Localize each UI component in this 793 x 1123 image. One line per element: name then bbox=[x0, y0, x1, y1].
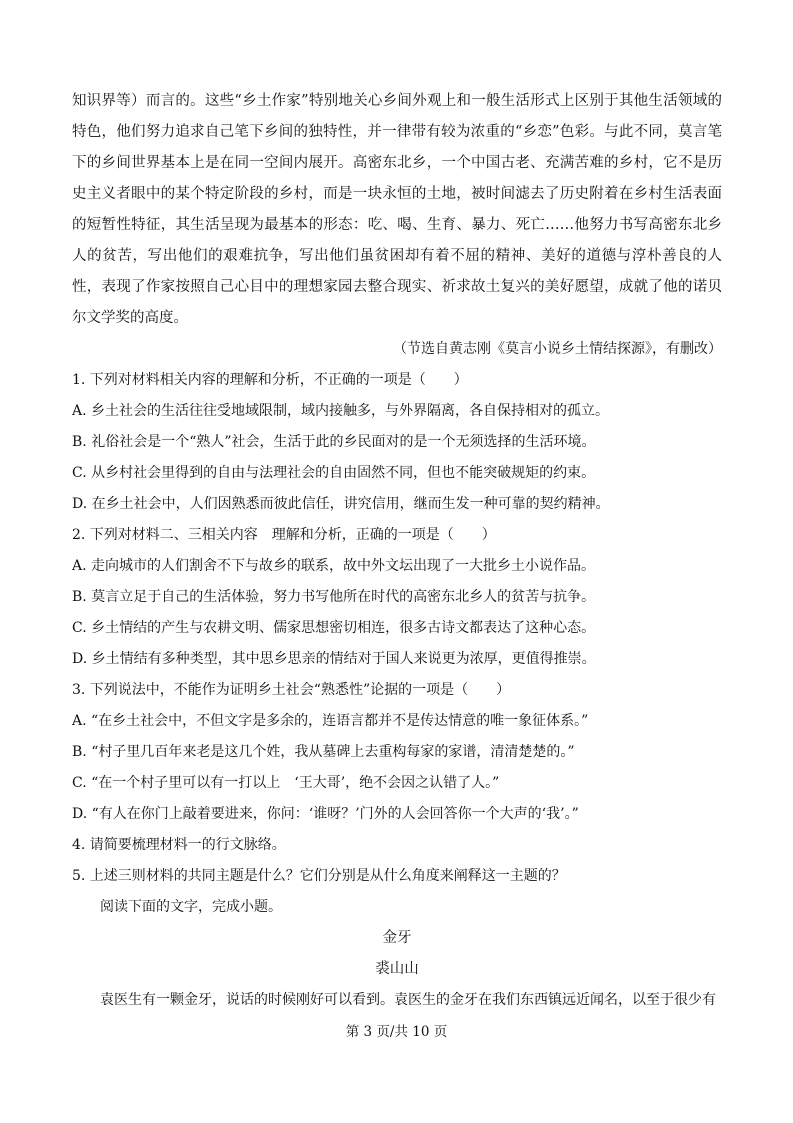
question-option: A. “在乡土社会中，不但文字是多余的，连语言都并不是传达情意的唯一象征体系。” bbox=[72, 713, 589, 729]
question-option: B. 莫言立足于自己的生活体验，努力书写他所在时代的高密东北乡人的贫苦与抗争。 bbox=[72, 589, 596, 605]
question-block-3 bbox=[72, 675, 722, 830]
question-stem: 3. 下列说法中，不能作为证明乡土社会“熟悉性”论据的一项是（ ） bbox=[72, 682, 511, 698]
story-title: 金牙 bbox=[382, 930, 412, 946]
question-stem-5: 5. 上述三则材料的共同主题是什么？它们分别是从什么角度来阐释这一主题的？ bbox=[72, 868, 566, 884]
passage-source: （节选自黄志刚《莫言小说乡土情结探源》，有删改） bbox=[393, 341, 722, 357]
question-stem: 1. 下列对材料相关内容的理解和分析，不正确的一项是（ ） bbox=[72, 372, 468, 388]
document-page bbox=[72, 86, 722, 1016]
question-option: A. 走向城市的人们割舍不下与故乡的联系，故中外文坛出现了一大批乡土小说作品。 bbox=[72, 558, 596, 574]
question-option: D. “有人在你门上敲着要进来，你问：‘谁呀？’门外的人会回答你一个大声的‘我’。” bbox=[72, 806, 579, 822]
reading-instruction: 阅读下面的文字，完成小题。 bbox=[100, 899, 282, 915]
question-block-1 bbox=[72, 365, 722, 520]
question-option: C. 乡土情结的产生与农耕文明、儒家思想密切相连，很多古诗文都表达了这种心态。 bbox=[72, 620, 596, 636]
page-footer: 第 3 页/共 10 页 bbox=[345, 1024, 448, 1040]
question-option: B. “村子里几百年来老是这几个姓，我从墓碑上去重构每家的家谱，清清楚楚的。” bbox=[72, 744, 575, 760]
question-option: B. 礼俗社会是一个“熟人”社会，生活于此的乡民面对的是一个无须选择的生活环境。 bbox=[72, 434, 596, 450]
question-stem-4: 4. 请简要梳理材料一的行文脉络。 bbox=[72, 837, 286, 853]
question-option: A. 乡土社会的生活往往受地域限制，域内接触多，与外界隔离，各自保持相对的孤立。 bbox=[72, 403, 610, 419]
story-author: 裘山山 bbox=[375, 961, 419, 977]
question-option: C. “在一个村子里可以有一打以上 ‘王大哥’，绝不会因之认错了人。” bbox=[72, 775, 500, 791]
story-first-line: 袁医生有一颗金牙，说话的时候刚好可以看到。袁医生的金牙在我们东西镇远近闻名，以至于很少有 bbox=[100, 992, 716, 1008]
question-block-2 bbox=[72, 520, 722, 675]
passage-paragraph: 知识界等）而言的。这些“乡土作家”特别地关心乡间外观上和一般生活形式上区别于其他生活领域的特色，他们努力追求自己笔下乡间的独特性，并一律带有较为浓重的“乡恋”色彩。与此不同，莫言笔下的乡间世界基本上是在同一空间内展开。高密东北乡，一个中国古老、充满苦难的乡村，它不是历史主义者眼中的某个特定阶段的乡村，而是一块永恒的土地，被时间滤去了历史附着在乡村生活表面的短暂性特征，其生活呈现为最基本的形态：吃、喝、生育、暴力、死亡……他努力书写高密东北乡人的贫苦，写出他们的艰难抗争，写出他们虽贫困却有着不屈的精神、美好的道德与淳朴善良的人性，表现了作家按照自己心目中的理想家园去整合现实、祈求故土复兴的美好愿望，成就了他的诺贝尔文学奖的高度。 bbox=[72, 93, 722, 326]
question-option: D. 在乡土社会中，人们因熟悉而彼此信任，讲究信用，继而生发一种可靠的契约精神。 bbox=[72, 496, 610, 512]
question-option: D. 乡土情结有多种类型，其中思乡思亲的情结对于国人来说更为浓厚，更值得推崇。 bbox=[72, 651, 596, 667]
question-stem: 2. 下列对材料二、三相关内容 理解和分析，正确的一项是（ ） bbox=[72, 527, 496, 543]
question-option: C. 从乡村社会里得到的自由与法理社会的自由固然不同，但也不能突破规矩的约束。 bbox=[72, 465, 596, 481]
